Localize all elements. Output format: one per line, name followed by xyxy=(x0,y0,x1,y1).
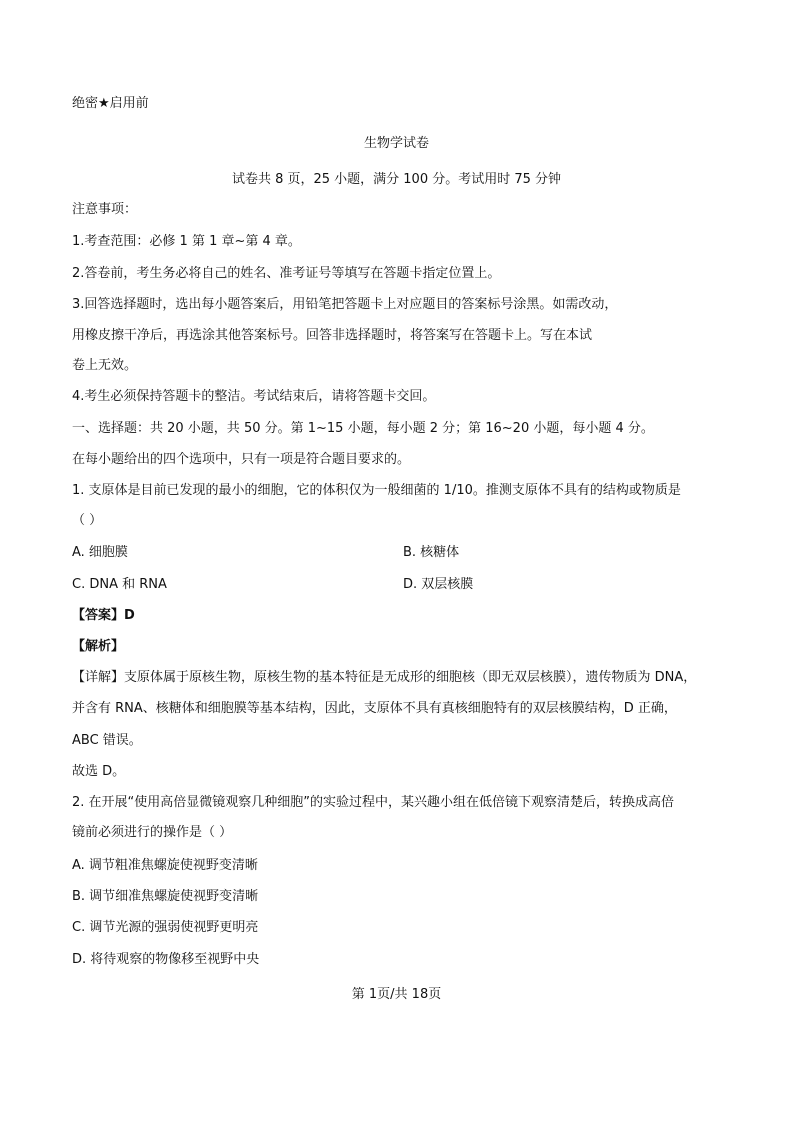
q1-answer: 【答案】D xyxy=(72,608,135,623)
notice-item-3-cont: 卷上无效。 xyxy=(72,358,138,373)
q1-option-c: C. DNA 和 RNA xyxy=(72,577,167,592)
q1-option-d: D. 双层核膜 xyxy=(403,577,474,592)
q2-option-d: D. 将待观察的物像移至视野中央 xyxy=(72,952,260,967)
question-1-stem: 1. 支原体是目前已发现的最小的细胞，它的体积仅为一般细菌的 1/10。推测支原体不具有的结构或物质是 xyxy=(72,483,681,498)
q2-option-a: A. 调节粗准焦螺旋使视野变清晰 xyxy=(72,858,258,873)
page-footer: 第 1页/共 18页 xyxy=(351,987,442,1002)
question-1-stem-cont: （ ） xyxy=(72,513,103,528)
q2-option-b: B. 调节细准焦螺旋使视野变清晰 xyxy=(72,889,259,904)
q1-conclusion: 故选 D。 xyxy=(72,764,126,779)
notice-item-3-cont: 用橡皮擦干净后，再选涂其他答案标号。回答非选择题时，将答案写在答题卡上。写在本试 xyxy=(72,328,593,343)
notice-heading: 注意事项： xyxy=(72,202,138,217)
q1-detail: 【详解】支原体属于原核生物，原核生物的基本特征是无成形的细胞核（即无双层核膜），遗传物质为 DNA， xyxy=(72,670,697,685)
q1-detail-cont: ABC 错误。 xyxy=(72,733,142,748)
question-2-stem: 2. 在开展“使用高倍显微镜观察几种细胞”的实验过程中，某兴趣小组在低倍镜下观察清楚后，转换成高倍 xyxy=(72,795,675,810)
question-2-stem-cont: 镜前必须进行的操作是（ ） xyxy=(72,825,233,840)
paper-info: 试卷共 8 页，25 小题，满分 100 分。考试用时 75 分钟 xyxy=(231,172,562,187)
q1-option-b: B. 核糖体 xyxy=(403,545,460,560)
notice-item-2: 2.答卷前，考生务必将自己的姓名、准考证号等填写在答题卡指定位置上。 xyxy=(72,266,501,281)
notice-item-1: 1.考查范围：必修 1 第 1 章~第 4 章。 xyxy=(72,234,301,249)
section-title: 一、选择题：共 20 小题，共 50 分。第 1~15 小题，每小题 2 分；第 16~20 小题，每小题 4 分。 xyxy=(72,421,654,436)
q2-option-c: C. 调节光源的强弱使视野更明亮 xyxy=(72,920,259,935)
notice-item-4: 4.考生必须保持答题卡的整洁。考试结束后，请将答题卡交回。 xyxy=(72,389,436,404)
q1-detail-cont: 并含有 RNA、核糖体和细胞膜等基本结构，因此，支原体不具有真核细胞特有的双层核膜结构，D 正确， xyxy=(72,701,677,716)
q1-option-a: A. 细胞膜 xyxy=(72,545,128,560)
secret-label: 绝密★启用前 xyxy=(72,96,149,111)
notice-item-3: 3.回答选择题时，选出每小题答案后，用铅笔把答题卡上对应题目的答案标号涂黑。如需改动， xyxy=(72,297,618,312)
section-desc: 在每小题给出的四个选项中，只有一项是符合题目要求的。 xyxy=(72,452,411,467)
q1-analysis-label: 【解析】 xyxy=(72,639,125,654)
paper-title: 生物学试卷 xyxy=(363,136,429,151)
